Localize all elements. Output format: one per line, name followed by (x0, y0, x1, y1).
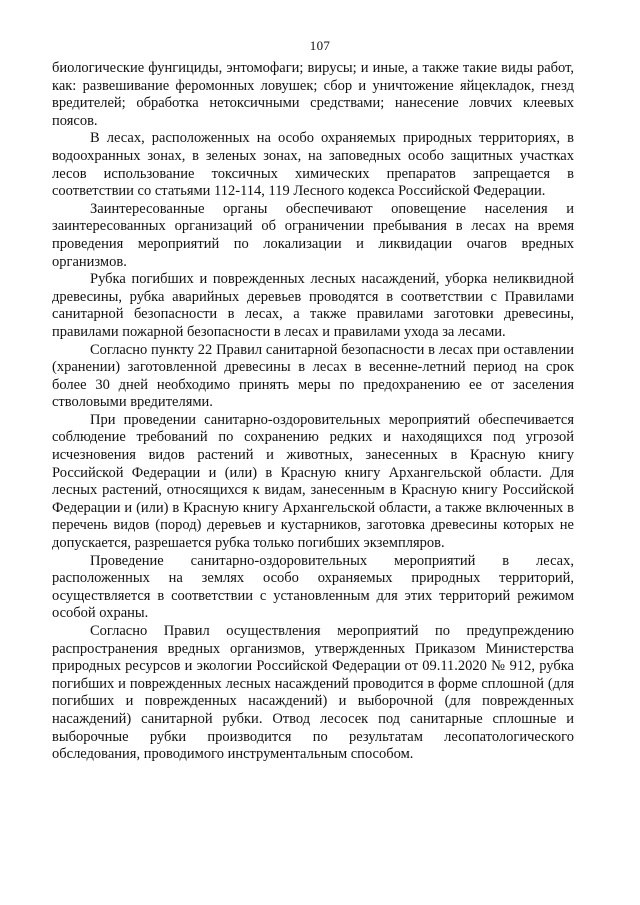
document-body (52, 60, 574, 764)
paragraph: Согласно Правил осуществления мероприятий по предупреждению распространения вредных организмов, утвержденных Приказом Министерства природных ресурсов и экологии Российской Федерации от 09.11.2020 № 912, рубка погибших и поврежденных лесных насаждений проводится в форме сплошной (для погибших и поврежденных насаждений) и выборочной (для поврежденных насаждений) санитарной рубки. Отвод лесосек под санитарные сплошные и выборочные рубки производится по результатам лесопатологического обследования, проводимого инструментальным способом. (52, 623, 574, 763)
paragraph: Заинтересованные органы обеспечивают оповещение населения и заинтересованных организаций об ограничении пребывания в лесах на время проведения мероприятий по локализации и ликвидации очагов вредных организмов. (52, 200, 574, 270)
paragraph: При проведении санитарно-оздоровительных мероприятий обеспечивается соблюдение требований по сохранению редких и находящихся под угрозой исчезновения видов растений и животных, занесенных в Красную книгу Российской Федерации и (или) в Красную книгу Архангельской области. Для лесных растений, относящихся к видам, занесенным в Красную книгу Российской Федерации и (или) в Красную книгу Архангельской области, а также включенных в перечень видов (пород) деревьев и кустарников, заготовка древесины которых не допускается, разрешается рубка только погибших экземпляров. (52, 411, 574, 552)
paragraph: Проведение санитарно-оздоровительных мероприятий в лесах, расположенных на землях особо охраняемых природных территорий, осуществляется в соответствии с установленным для этих территорий режимом особой охраны. (52, 552, 574, 622)
paragraph-continuation: биологические фунгициды, энтомофаги; вирусы; и иные, а также такие виды работ, как: развешивание феромонных ловушек; сбор и уничтожение яйцекладок, гнезд вредителей; обработка нетоксичными средствами; нанесение ловчих клеевых поясов. (52, 60, 574, 129)
paragraph: Рубка погибших и поврежденных лесных насаждений, уборка неликвидной древесины, рубка аварийных деревьев проводятся в соответствии с Правилами санитарной безопасности в лесах, а также правилами заготовки древесины, правилами пожарной безопасности в лесах и правилами ухода за лесами. (52, 271, 574, 340)
page-number: 107 (309, 38, 331, 53)
paragraph: В лесах, расположенных на особо охраняемых природных территориях, в водоохранных зонах, в зеленых зонах, на заповедных особо защитных участках лесов использование токсичных химических препаратов запрещается в соответствии со статьями 112-114, 119 Лесного кодекса Российской Федерации. (52, 130, 574, 200)
paragraph: Согласно пункту 22 Правил санитарной безопасности в лесах при оставлении (хранении) заготовленной древесины в лесах в весенне-летний период на срок более 30 дней необходимо принять меры по предохранению ее от заселения стволовыми вредителями. (52, 341, 574, 411)
